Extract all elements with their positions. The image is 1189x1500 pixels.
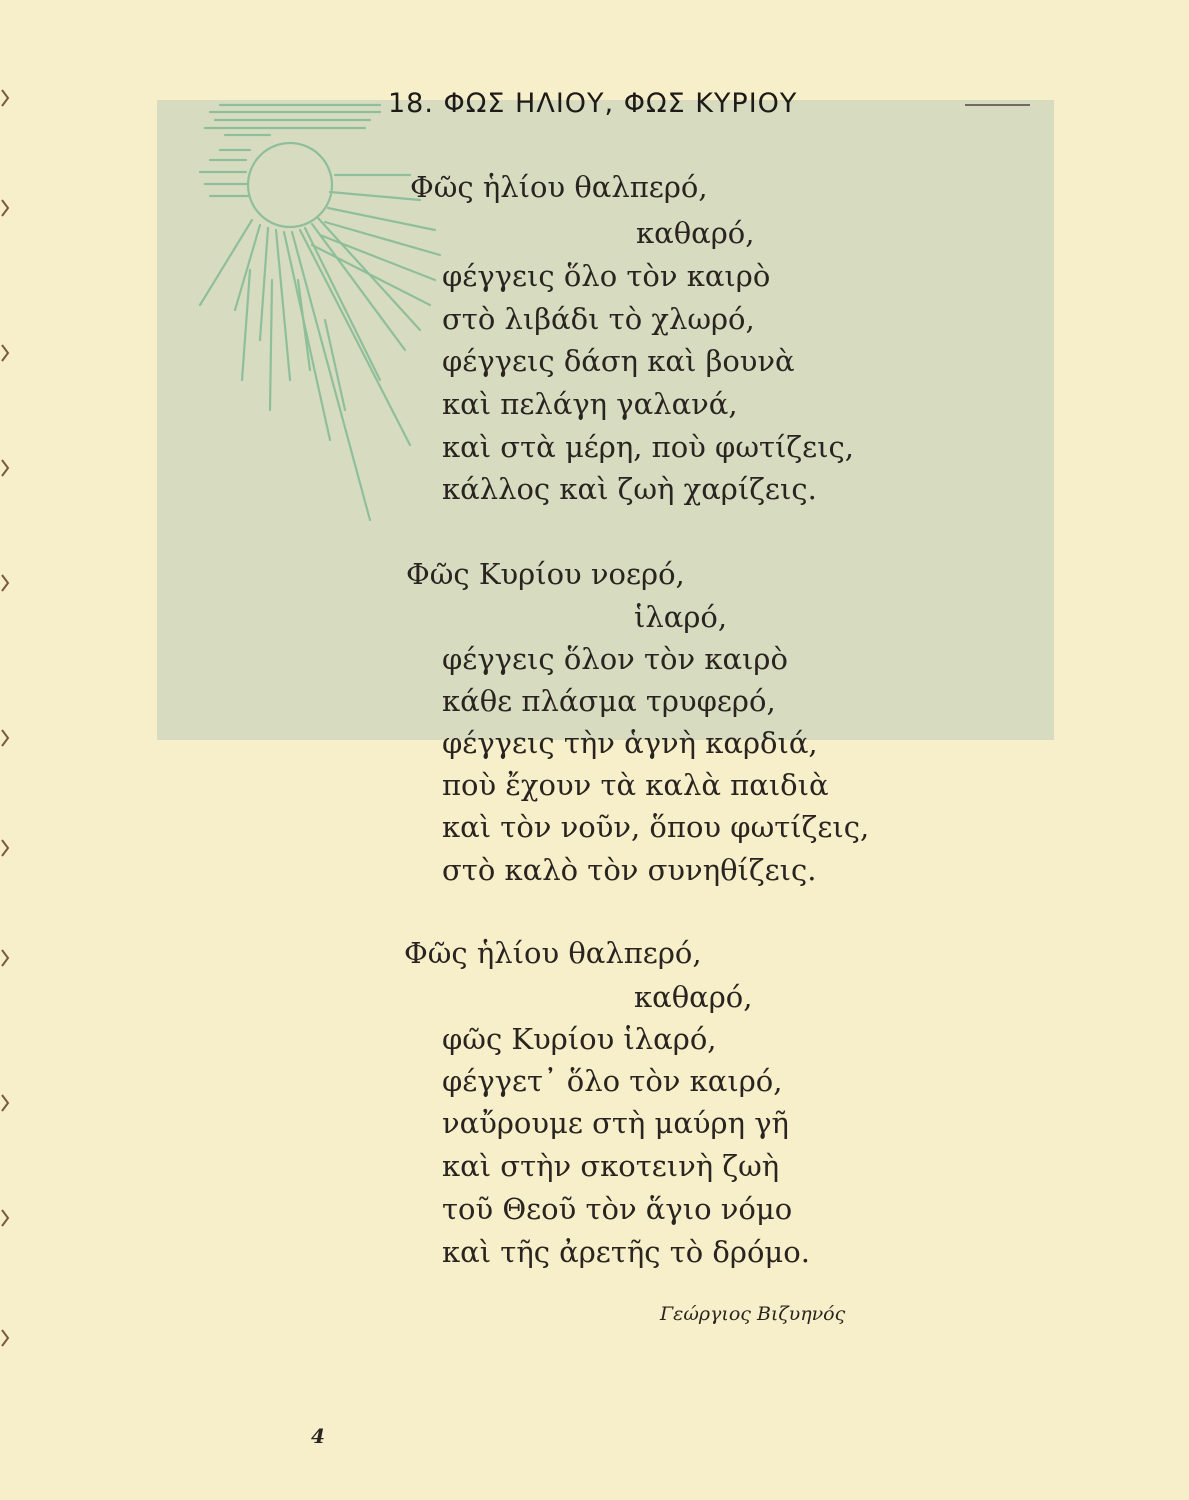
poem-line: κάλλος καὶ ζωὴ χαρίζεις.	[442, 472, 817, 506]
poem-line: ἱλαρό,	[634, 600, 728, 634]
poem-author: Γεώργιος Βιζυηνός	[660, 1303, 846, 1325]
poem-line: καθαρό,	[636, 216, 755, 250]
poem-line: Φῶς ἡλίου θαλπερό,	[410, 170, 708, 204]
poem-line: στὸ λιβάδι τὸ χλωρό,	[442, 302, 755, 336]
poem-line: φέγγεις τὴν ἁγνὴ καρδιά,	[442, 726, 818, 760]
poem-line: Φῶς ἡλίου θαλπερό,	[404, 936, 702, 970]
poem-line: Φῶς Κυρίου νοερό,	[406, 557, 685, 591]
poem-line: καὶ τὸν νοῦν, ὅπου φωτίζεις,	[442, 810, 870, 844]
poem-line: καὶ τῆς ἀρετῆς τὸ δρόμο.	[442, 1235, 810, 1269]
decorative-dash	[965, 104, 1030, 106]
sun-illustration	[180, 80, 460, 530]
poem-line: καὶ πελάγη γαλανά,	[442, 387, 738, 421]
poem-line: καὶ στὴν σκοτεινὴ ζωὴ	[442, 1149, 780, 1183]
poem-title: 18. ΦΩΣ ΗΛΙΟΥ, ΦΩΣ ΚΥΡΙΟΥ	[388, 88, 798, 119]
poem-line: φέγγεις ὅλο τὸν καιρὸ	[442, 259, 771, 293]
poem-line: στὸ καλὸ τὸν συνηθίζεις.	[442, 853, 817, 887]
poem-line: κάθε πλάσμα τρυφερό,	[442, 684, 776, 718]
binding-edge	[0, 0, 14, 1500]
poem-line: φέγγετ᾽ ὅλο τὸν καιρό,	[442, 1064, 783, 1098]
poem-line: φέγγεις ὅλον τὸν καιρὸ	[442, 642, 788, 676]
poem-line: καὶ στὰ μέρη, ποὺ φωτίζεις,	[442, 430, 854, 464]
page-number: 4	[311, 1424, 325, 1448]
poem-line: φῶς Κυρίου ἱλαρό,	[442, 1022, 717, 1056]
poem-line: ποὺ ἔχουν τὰ καλὰ παιδιὰ	[442, 768, 829, 802]
poem-line: ναὔρουμε στὴ μαύρη γῆ	[442, 1106, 789, 1140]
poem-line: καθαρό,	[634, 980, 753, 1014]
poem-line: τοῦ Θεοῦ τὸν ἅγιο νόμο	[442, 1192, 793, 1226]
poem-line: φέγγεις δάση καὶ βουνὰ	[442, 344, 795, 378]
